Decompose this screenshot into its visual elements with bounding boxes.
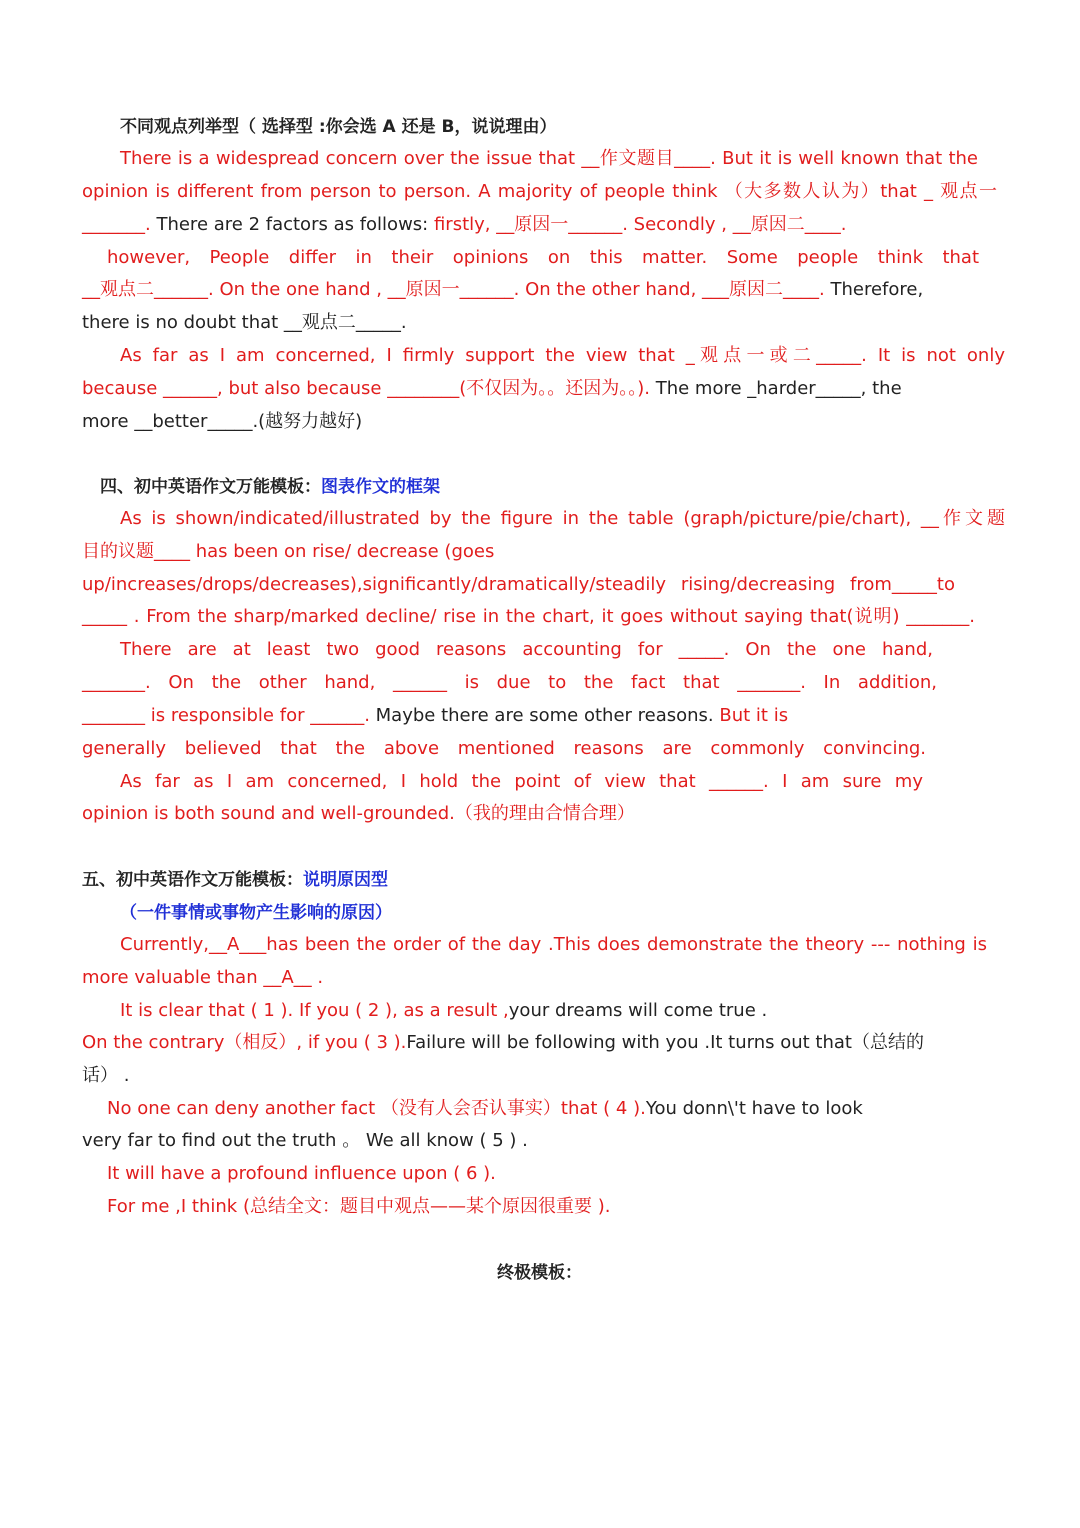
section-heading: 不同观点列举型（ 选择型 :你会选 A 还是 B，说说理由） xyxy=(120,117,557,137)
paragraph-line: opinion is both sound and well-grounded.（我的理由合情合理） xyxy=(82,803,635,824)
paragraph-line: up/increases/drops/decreases),significantly/dramatically/steadily rising/decreasing from_____to xyxy=(82,574,955,595)
section-heading: 四、初中英语作文万能模板：图表作文的框架 xyxy=(100,477,440,497)
paragraph-line: There is a widespread concern over the issue that __作文题目____. But it is well known that the xyxy=(120,148,978,169)
paragraph-line: very far to find out the truth 。 We all know ( 5 ) . xyxy=(82,1130,528,1151)
paragraph-line: 话） . xyxy=(82,1065,130,1086)
paragraph-line: there is no doubt that __观点二_____. xyxy=(82,312,407,333)
paragraph-line: opinion is different from person to person. A majority of people think （大多数人认为）that _ 观点一 xyxy=(82,181,997,202)
paragraph-line: generally believed that the above mentioned reasons are commonly convincing. xyxy=(82,738,926,759)
section-heading: 终极模板： xyxy=(497,1263,582,1283)
paragraph-line: No one can deny another fact （没有人会否认事实）that ( 4 ).You donn\'t have to look xyxy=(107,1098,863,1119)
paragraph-line: however, People differ in their opinions on this matter. Some people think that xyxy=(107,247,979,268)
paragraph-line: _______. There are 2 factors as follows: firstly, __原因一______. Secondly , __原因二____. xyxy=(82,214,847,235)
paragraph-line: As is shown/indicated/illustrated by the figure in the table (graph/picture/pie/chart), __作文题 xyxy=(120,508,1005,529)
paragraph-line: because ______, but also because ________(不仅因为。。还因为。。). The more _harder_____, the xyxy=(82,378,902,399)
section-heading-accent: 图表作文的框架 xyxy=(321,477,440,497)
paragraph-line: For me ,I think (总结全文：题目中观点——某个原因很重要 ). xyxy=(107,1196,611,1217)
section-subheading: （一件事情或事物产生影响的原因） xyxy=(120,903,392,923)
paragraph-line: It is clear that ( 1 ). If you ( 2 ), as a result ,your dreams will come true . xyxy=(120,1000,768,1021)
paragraph-line: __观点二______. On the one hand , __原因一______. On the other hand, ___原因二____. Therefore, xyxy=(82,279,924,300)
paragraph-line: As far as I am concerned, I firmly support the view that _观点一或二_____. It is not only xyxy=(120,345,1005,366)
paragraph-line: Currently,__A___has been the order of the day .This does demonstrate the theory --- nothing is xyxy=(120,934,987,955)
paragraph-line: _____ . From the sharp/marked decline/ rise in the chart, it goes without saying that(说明) _______. xyxy=(82,606,975,627)
paragraph-line: On the contrary（相反）, if you ( 3 ).Failure will be following with you .It turns out that（总结的 xyxy=(82,1032,924,1053)
paragraph-line: 目的议题____ has been on rise/ decrease (goes xyxy=(82,541,495,562)
paragraph-line: As far as I am concerned, I hold the point of view that ______. I am sure my xyxy=(120,771,923,792)
section-heading-accent: 说明原因型 xyxy=(303,870,388,890)
section-heading: 五、初中英语作文万能模板：说明原因型 xyxy=(82,870,388,890)
paragraph-line: more valuable than __A__ . xyxy=(82,967,324,988)
paragraph-line: It will have a profound influence upon ( 6 ). xyxy=(107,1163,496,1184)
paragraph-line: more __better_____.(越努力越好) xyxy=(82,411,363,432)
paragraph-line: There are at least two good reasons accounting for _____. On the one hand, xyxy=(120,639,933,660)
paragraph-line: _______. On the other hand, ______ is due to the fact that _______. In addition, xyxy=(82,672,937,693)
paragraph-line: _______ is responsible for ______. Maybe there are some other reasons. But it is xyxy=(82,705,789,726)
